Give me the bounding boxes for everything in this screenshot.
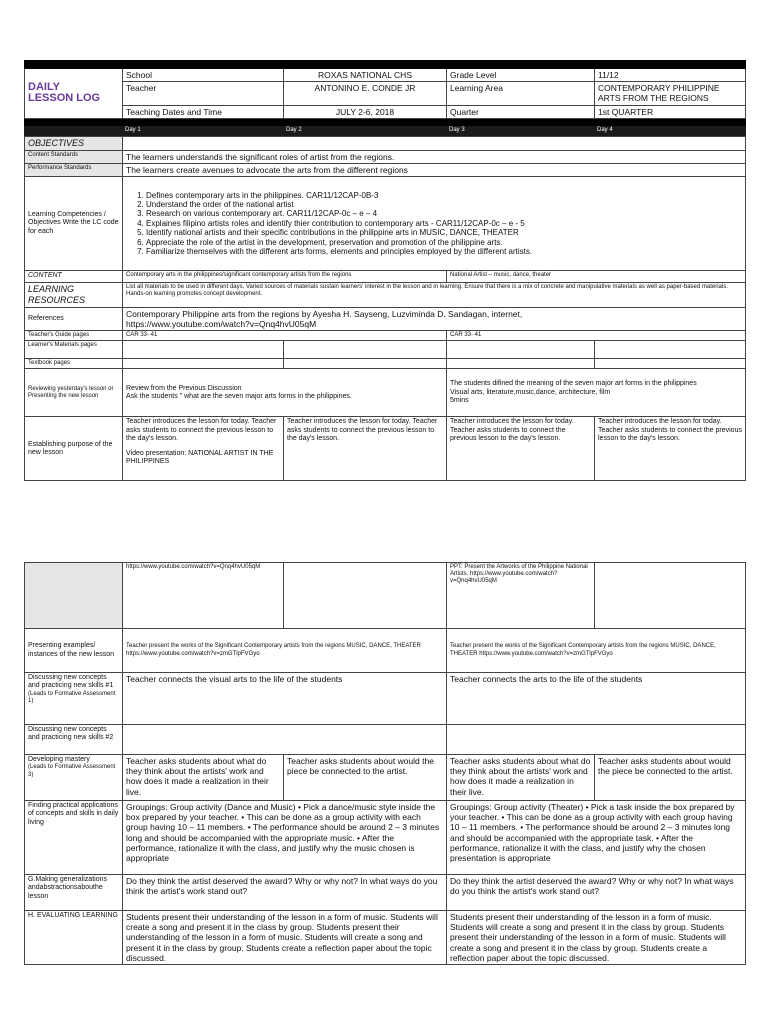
dates-label: Teaching Dates and Time xyxy=(123,105,284,118)
page-2 xyxy=(24,562,745,965)
mastery-day2: Teacher asks students about would the piece be connected to the artist. xyxy=(284,755,447,801)
continued-day3: PPT: Present the Artworks of the Philippine National Artists. https://www.youtube.com/watch?v=Qnq4hvU05qM xyxy=(447,563,595,629)
content-day34: National Artist – music, dance, theater xyxy=(447,271,746,283)
purpose-label: Establishing purpose of the new lesson xyxy=(25,417,123,481)
purpose-day3: Teacher introduces the lesson for today. Teacher asks students to connect the previous lesson to the day's lesson. xyxy=(447,417,595,481)
day-3-header: Day 3 xyxy=(447,125,595,135)
mastery-label: Developing mastery (Leads to Formative Assessment 3) xyxy=(25,755,123,801)
teacher-value: ANTONINO E. CONDE JR xyxy=(284,82,447,105)
content-standards-label: Content Standards xyxy=(25,150,123,163)
area-value: CONTEMPORARY PHILIPPINE ARTS FROM THE REGIONS xyxy=(595,82,746,105)
mastery-day4: Teacher asks students about would the piece be connected to the artist. xyxy=(595,755,746,801)
purpose-day2: Teacher introduces the lesson for today. Teacher asks students to connect the previous lesson to the day's lesson. xyxy=(284,417,447,481)
grade-label: Grade Level xyxy=(447,69,595,82)
examples-day34: Teacher present the works of the Significant Contemporary artists from the regions MUSIC, DANCE, THEATER https://www.youtube.com/watch?v=zmGTlpFVGyo xyxy=(447,629,746,673)
references-url[interactable]: https://www.youtube.com/watch?v=Qnq4hvU05qM xyxy=(126,318,317,329)
quarter-value: 1st QUARTER xyxy=(595,105,746,118)
review-day34: The students difined the meaning of the seven major art forms in the philippines Visual arts, literature,music,dance, architecture, film 5mins xyxy=(447,369,746,417)
competency-item: 4. Explaines filipino artists roles and identify thier contribution to contemporary arts - CAR11/12CAP-0c – e - 5 xyxy=(146,219,742,228)
competencies-label: Learning Competencies / Objectives Write the LC code for each xyxy=(25,177,123,271)
tg-day12: CAR 33- 41 xyxy=(123,331,447,341)
quarter-label: Quarter xyxy=(447,105,595,118)
content-standards: The learners understands the significant roles of artist from the regions. xyxy=(123,150,746,163)
discuss1-day34: Teacher connects the arts to the life of the students xyxy=(447,673,746,725)
teacher-label: Teacher xyxy=(123,82,284,105)
tg-day34: CAR 33- 41 xyxy=(447,331,746,341)
mastery-day3: Teacher asks students about what do they think about the artists' work and how does it made a realization in their live. xyxy=(447,755,595,801)
resources-text: List all materials to be used in different days. Varied sources of materials sustain learners' interest in the lesson and in learning. Ensure that there is a mix of concrete and manipulative materials as well as paper-based materials. Hands-on learning promotes concept development. xyxy=(123,283,746,308)
logo-line2: LESSON LOG xyxy=(28,92,101,105)
lm-label: Learner's Materials pages xyxy=(25,341,123,359)
content-label: CONTENT xyxy=(25,271,123,283)
examples-label: Presenting examples/ instances of the new lesson xyxy=(25,629,123,673)
practical-day34: Groupings: Group activity (Theater) • Pick a task inside the box prepared by your teacher. • This can be done as a group activity with each group having 10 – 11 members. • The performance should be around 2 – 3 minutes long and should be accompanied with the appropriate task. • After the performance, rationalize it with the class, and justify why the chosen presentation is appropriate xyxy=(447,801,746,875)
page-1 xyxy=(24,60,745,481)
references: Contemporary Philippine arts from the regions by Ayesha H. Sayseng, Luzviminda D. Sandagan, internet, https://www.youtube.com/watch?v=Qnq4hvU05qM xyxy=(123,307,746,330)
generalization-day34: Do they think the artist deserved the award? Why or why not? In what ways do you think the artist's work stand out? xyxy=(447,875,746,911)
examples-day12: Teacher present the works of the Significant Contemporary artists from the regions MUSIC, DANCE, THEATER https://www.youtube.com/watch?v=zmGTlpFVGyo xyxy=(123,629,447,673)
performance-standards: The learners create avenues to advocate the arts from the different regions xyxy=(123,163,746,176)
discuss1-day12: Teacher connects the visual arts to the life of the students xyxy=(123,673,447,725)
tg-label: Teacher's Guide pages xyxy=(25,331,123,341)
content-day12: Contemporary arts in the philippines/significant contemporary artists from the regions xyxy=(123,271,447,283)
day-2-header: Day 2 xyxy=(284,125,447,135)
competencies-list xyxy=(123,177,746,271)
dll-logo xyxy=(25,69,123,119)
continued-day1: https://www.youtube.com/watch?v=Qnq4hvU05qM xyxy=(123,563,284,629)
header-table xyxy=(24,60,746,136)
mastery-day1: Teacher asks students about what do they think about the artists' work and how does it made a realization in their live. xyxy=(123,755,284,801)
day-1-header: Day 1 xyxy=(123,125,284,135)
generalization-label: G.Making generalizations andabstractionsabouthe lesson xyxy=(25,875,123,911)
logo-line1: DAILY xyxy=(28,80,60,93)
tb-label: Textbook pages xyxy=(25,359,123,369)
objectives-table xyxy=(24,136,746,482)
school-label: School xyxy=(123,69,284,82)
evaluating-day34: Students present their understanding of the lesson in a form of music. Students will create a song and present it in the class by group. Students present their understanding of the lesson in a form of music. Students will create a song and present it in the class by group. Students create a reflection paper about the topic discussed. xyxy=(447,911,746,965)
discuss2-label: Discussing new concepts and practicing new skills #2 xyxy=(25,725,123,755)
evaluating-day12: Students present their understanding of the lesson in a form of music. Students will create a song and present it in the class by group. Students present their understanding of the lesson in a form of music. Students will create a song and present it in the class by group. Students create a reflection paper about the topic discussed. xyxy=(123,911,447,965)
competency-item: 6. Appreciate the role of the artist in the development, preservation and promotion of the philippine arts. xyxy=(146,238,742,247)
procedures-table xyxy=(24,562,746,965)
purpose-day4: Teacher introduces the lesson for today. Teacher asks students to connect the previous lesson to the day's lesson. xyxy=(595,417,746,481)
competency-item: 7. Familiarize themselves with the different arts forms, elements and principles employed by the different artists. xyxy=(146,247,742,256)
grade-value: 11/12 xyxy=(595,69,746,82)
competency-item: 2. Understand the order of the national artist xyxy=(146,200,742,209)
evaluating-label: H. EVALUATING LEARNING xyxy=(25,911,123,965)
purpose-day1: Teacher introduces the lesson for today. Teacher asks students to connect the previous lesson to the day's lesson. Video presentation: NATIONAL ARTIST IN THE PHILIPPINES xyxy=(123,417,284,481)
performance-standards-label: Performance Standards xyxy=(25,163,123,176)
practical-day12: Groupings: Group activity (Dance and Music) • Pick a dance/music style inside the box prepared by your teacher. • This can be done as a group activity with each group having 10 – 11 members. • The performance should be around 2 – 3 minutes long and should be accompanied with the appropriate music. • After the performance, rationalize it with the class, and justify why the music chosen is appropriate xyxy=(123,801,447,875)
generalization-day12: Do they think the artist deserved the award? Why or why not? In what ways do you think the artist's work stand out? xyxy=(123,875,447,911)
school-value: ROXAS NATIONAL CHS xyxy=(284,69,447,82)
review-day12: Review from the Previous Discussion Ask the students " what are the seven major arts forms in the philippines. xyxy=(123,369,447,417)
resources-label: LEARNING RESOURCES xyxy=(25,283,123,308)
dates-value: JULY 2-6, 2018 xyxy=(284,105,447,118)
day-4-header: Day 4 xyxy=(595,125,746,135)
competency-item: 5. Identify national artists and their specific contributions in the philippine arts in MUSIC, DANCE, THEATER xyxy=(146,228,742,237)
review-label: Reviewing yesterday's lesson or Presenting the new lesson xyxy=(25,369,123,417)
practical-label: Finding practical applications of concepts and skills in daily living xyxy=(25,801,123,875)
discuss1-label: Discussing new concepts and practicing new skills #1 (Leads to Formative Assessment 1) xyxy=(25,673,123,725)
competency-item: 1. Defines contemporary arts in the philippines. CAR11/12CAP-0B-3 xyxy=(146,191,742,200)
references-label: References xyxy=(25,307,123,330)
competency-item: 3. Research on various contemporary art. CAR11/12CAP-0c – e – 4 xyxy=(146,209,742,218)
area-label: Learning Area xyxy=(447,82,595,105)
objectives-title: OBJECTIVES xyxy=(25,136,123,150)
